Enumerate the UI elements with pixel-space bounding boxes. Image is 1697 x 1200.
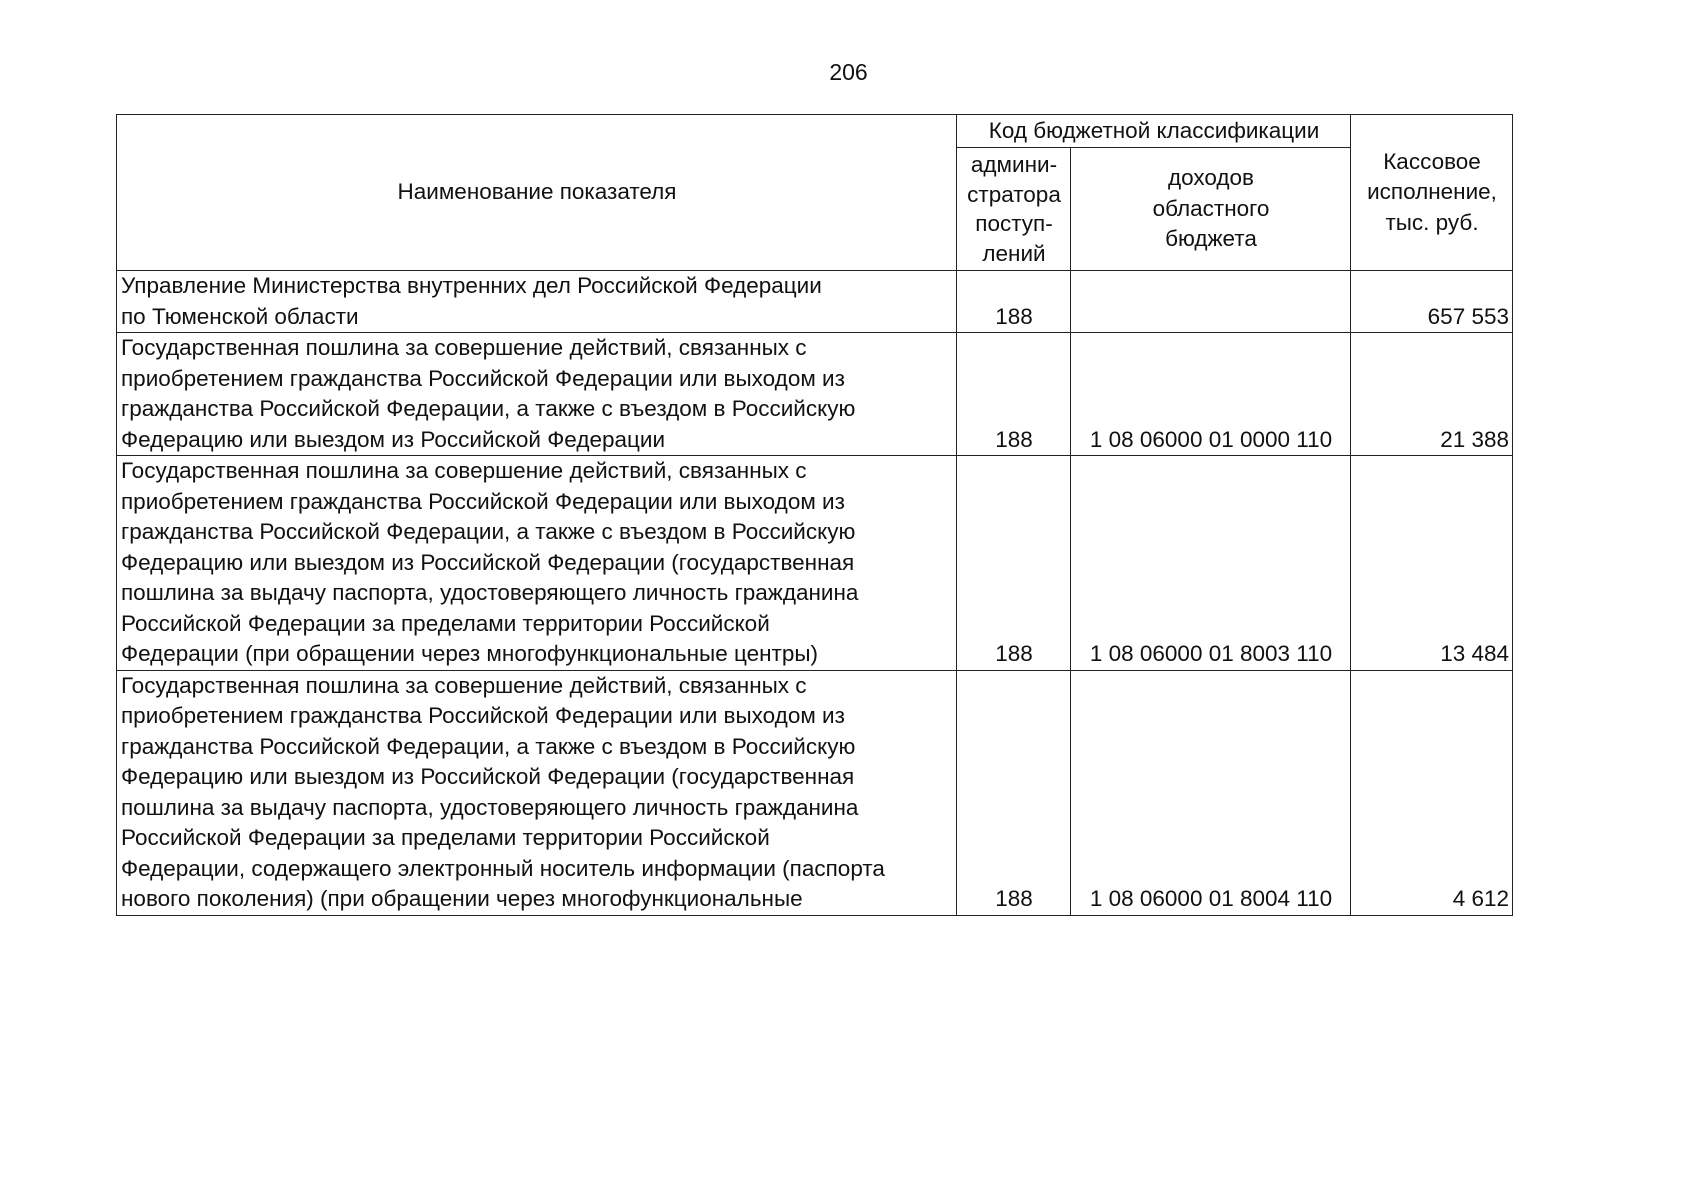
header-revenue-administrator [957, 148, 1071, 271]
cell-admin-code: 188 [957, 333, 1071, 456]
name-line: гражданства Российской Федерации, а также с въездом в Российскую [121, 396, 856, 421]
name-line: приобретением гражданства Российской Федерации или выходом из [121, 365, 845, 391]
table-row [117, 670, 1513, 915]
name-line: Федерацию или выездом из Российской Федерации [121, 426, 666, 452]
cell-indicator-name [117, 333, 957, 456]
cell-admin-code: 188 [957, 271, 1071, 333]
name-line: приобретением гражданства Российской Федерации или выходом из [121, 488, 845, 514]
table-row [117, 271, 1513, 333]
cell-admin-code: 188 [957, 456, 1071, 671]
name-line: Федерации, содержащего электронный носитель информации (паспорта [121, 855, 885, 881]
cell-income-code [1071, 271, 1351, 333]
cell-admin-code: 188 [957, 670, 1071, 915]
name-line: гражданства Российской Федерации, а также с въездом в Российскую [121, 519, 856, 544]
name-line: гражданства Российской Федерации, а также с въездом в Российскую [121, 733, 856, 759]
cell-amount: 4 612 [1351, 670, 1513, 915]
name-line: Федерацию или выездом из Российской Федерации (государственная [121, 764, 855, 789]
cell-income-code: 1 08 06000 01 8004 110 [1071, 670, 1351, 915]
name-line: по Тюменской области [121, 303, 359, 329]
name-line: Государственная пошлина за совершение действий, связанных с [121, 335, 807, 360]
name-line: нового поколения) (при обращении через многофункциональные [121, 886, 803, 911]
name-line: Федерацию или выездом из Российской Федерации (государственная [121, 549, 855, 575]
header-income-line: областного [1152, 195, 1270, 221]
header-income-line: доходов [1168, 165, 1255, 191]
header-cash-execution [1351, 115, 1513, 271]
header-budget-classification-code: Код бюджетной классификации [957, 115, 1351, 148]
budget-revenue-table [116, 114, 1513, 916]
name-line: приобретением гражданства Российской Федерации или выходом из [121, 703, 845, 728]
page-number: 206 [829, 59, 868, 85]
table-row [117, 333, 1513, 456]
cell-amount: 13 484 [1351, 456, 1513, 671]
cell-indicator-name [117, 670, 957, 915]
cell-income-code: 1 08 06000 01 8003 110 [1071, 456, 1351, 671]
cell-amount: 21 388 [1351, 333, 1513, 456]
name-line: Управление Министерства внутренних дел Российской Федерации [121, 273, 822, 298]
cell-amount: 657 553 [1351, 271, 1513, 333]
header-regional-budget-income [1071, 148, 1351, 271]
header-income-line: бюджета [1165, 226, 1257, 252]
header-admin-line: стратора [967, 181, 1061, 207]
header-amount-line: Кассовое [1383, 148, 1481, 174]
name-line: Государственная пошлина за совершение действий, связанных с [121, 458, 807, 483]
name-line: Государственная пошлина за совершение действий, связанных с [121, 672, 807, 698]
name-line: пошлина за выдачу паспорта, удостоверяющего личность гражданина [121, 580, 859, 605]
cell-indicator-name [117, 456, 957, 671]
cell-income-code: 1 08 06000 01 0000 110 [1071, 333, 1351, 456]
name-line: Российской Федерации за пределами территории Российской [121, 610, 770, 636]
header-indicator-name: Наименование показателя [117, 115, 957, 271]
name-line: пошлина за выдачу паспорта, удостоверяющего личность гражданина [121, 794, 859, 820]
cell-indicator-name [117, 271, 957, 333]
name-line: Федерации (при обращении через многофункциональные центры) [121, 641, 819, 666]
table-row [117, 456, 1513, 671]
header-admin-line: поступ- [975, 211, 1053, 236]
name-line: Российской Федерации за пределами территории Российской [121, 825, 770, 850]
header-admin-line: админи- [970, 152, 1058, 177]
header-amount-line: тыс. руб. [1385, 209, 1479, 235]
header-amount-line: исполнение, [1367, 179, 1497, 205]
header-admin-line: лений [982, 240, 1046, 266]
